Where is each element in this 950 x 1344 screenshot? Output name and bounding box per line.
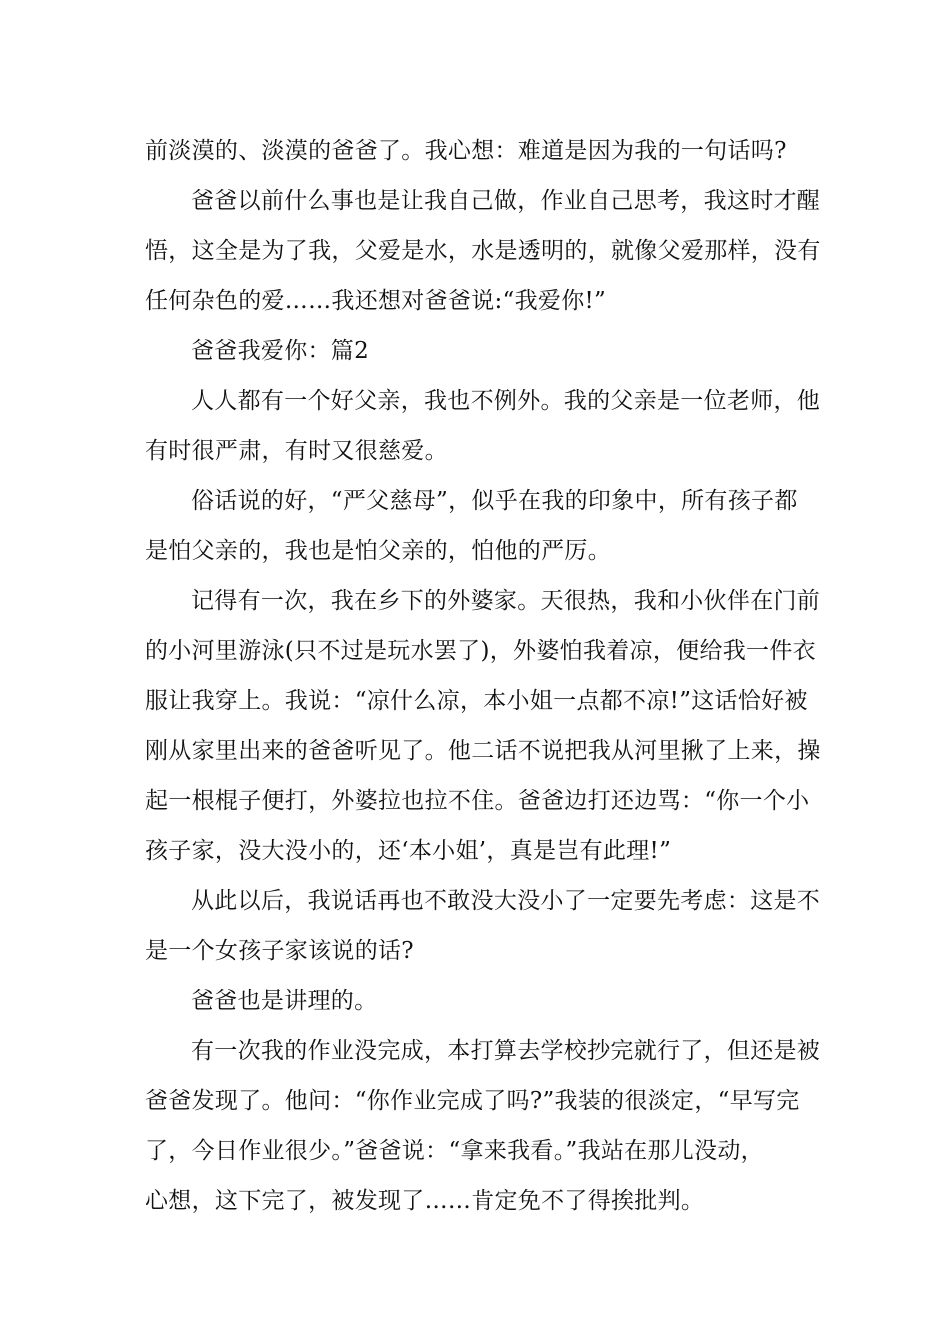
text-line: 孩子家，没大没小的，还‘本小姐’，真是岂有此理!” xyxy=(145,838,672,864)
text-line: 任何杂色的爱……我还想对爸爸说:“我爱你!” xyxy=(145,288,607,314)
text-line: 从此以后，我说话再也不敢没大没小了一定要先考虑：这是不 xyxy=(191,888,821,914)
text-line: 爸爸以前什么事也是让我自己做，作业自己思考，我这时才醒 xyxy=(191,188,821,214)
text-line: 有一次我的作业没完成，本打算去学校抄完就行了，但还是被 xyxy=(191,1038,821,1064)
text-line: 前淡漠的、淡漠的爸爸了。我心想：难道是因为我的一句话吗? xyxy=(145,138,787,164)
text-line: 俗话说的好，“严父慈母”，似乎在我的印象中，所有孩子都 xyxy=(191,488,798,514)
section-heading: 爸爸我爱你：篇2 xyxy=(191,338,370,364)
text-line: 是一个女孩子家该说的话? xyxy=(145,938,414,964)
text-line: 有时很严肃，有时又很慈爱。 xyxy=(145,438,448,464)
text-line: 起一根棍子便打，外婆拉也拉不住。爸爸边打还边骂：“你一个小 xyxy=(145,788,810,814)
text-line: 心想，这下完了，被发现了……肯定免不了得挨批判。 xyxy=(145,1188,705,1214)
text-line: 了，今日作业很少。”爸爸说：“拿来我看。”我站在那儿没动， xyxy=(145,1138,764,1164)
text-line: 刚从家里出来的爸爸听见了。他二话不说把我从河里揪了上来，操 xyxy=(145,738,821,764)
text-line: 爸爸也是讲理的。 xyxy=(191,988,378,1014)
text-line: 人人都有一个好父亲，我也不例外。我的父亲是一位老师，他 xyxy=(191,388,821,414)
text-line: 记得有一次，我在乡下的外婆家。天很热，我和小伙伴在门前 xyxy=(191,588,821,614)
text-line: 悟，这全是为了我，父爱是水，水是透明的，就像父爱那样，没有 xyxy=(145,238,821,264)
text-line: 爸爸发现了。他问：“你作业完成了吗?”我装的很淡定，“早写完 xyxy=(145,1088,800,1114)
text-line: 是怕父亲的，我也是怕父亲的，怕他的严厉。 xyxy=(145,538,611,564)
text-line: 的小河里游泳(只不过是玩水罢了)，外婆怕我着凉，便给我一件衣 xyxy=(145,638,816,664)
text-line: 服让我穿上。我说：“凉什么凉，本小姐一点都不凉!”这话恰好被 xyxy=(145,688,808,714)
